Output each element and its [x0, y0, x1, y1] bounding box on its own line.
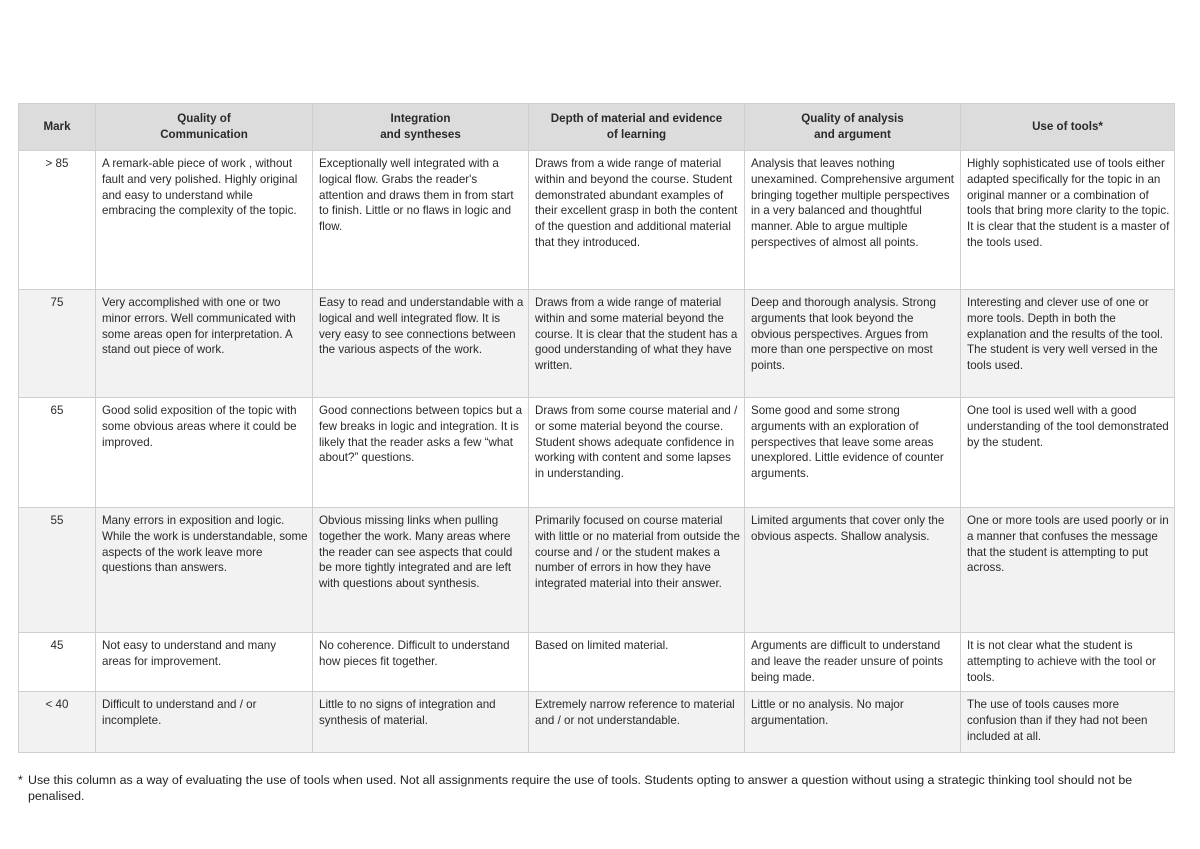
header-depth: Depth of material and evidence of learning: [529, 104, 745, 151]
analysis-cell: Some good and some strong arguments with an exploration of perspectives that leave some areas unexplored. Little evidence of counter arguments.: [745, 398, 961, 508]
table-row: [19, 151, 1175, 290]
depth-cell: Based on limited material.: [529, 633, 745, 692]
header-integration: Integration and syntheses: [313, 104, 529, 151]
table-row: [19, 633, 1175, 692]
integration-cell: No coherence. Difficult to understand how pieces fit together.: [313, 633, 529, 692]
depth-cell: Draws from a wide range of material within and beyond the course. Student demonstrated abundant examples of their excellent grasp in both the content of the question and additional material that they introduced.: [529, 151, 745, 290]
communication-cell: Many errors in exposition and logic. While the work is understandable, some aspects of the work leave more questions than answers.: [96, 508, 313, 633]
table-row: [19, 508, 1175, 633]
header-communication: Quality of Communication: [96, 104, 313, 151]
depth-cell: Extremely narrow reference to material and / or not understandable.: [529, 692, 745, 753]
tools-cell: Interesting and clever use of one or more tools. Depth in both the explanation and the results of the tool. The student is very well versed in the tools used.: [961, 290, 1175, 398]
analysis-cell: Arguments are difficult to understand and leave the reader unsure of points being made.: [745, 633, 961, 692]
footnote-marker: *: [18, 773, 23, 787]
analysis-cell: Limited arguments that cover only the obvious aspects. Shallow analysis.: [745, 508, 961, 633]
tools-cell: It is not clear what the student is attempting to achieve with the tool or tools.: [961, 633, 1175, 692]
mark-cell: 55: [19, 508, 96, 633]
tools-cell: The use of tools causes more confusion than if they had not been included at all.: [961, 692, 1175, 753]
marking-rubric-table: [18, 103, 1175, 753]
mark-cell: 65: [19, 398, 96, 508]
header-tools: Use of tools*: [961, 104, 1175, 151]
integration-cell: Exceptionally well integrated with a logical flow. Grabs the reader's attention and draws them in from start to finish. Little or no flaws in logic and flow.: [313, 151, 529, 290]
analysis-cell: Analysis that leaves nothing unexamined. Comprehensive argument bringing together multiple perspectives in a very balanced and thoughtful manner. Able to argue multiple perspectives of almost all points.: [745, 151, 961, 290]
integration-cell: Little to no signs of integration and synthesis of material.: [313, 692, 529, 753]
table-row: [19, 398, 1175, 508]
table-row: [19, 290, 1175, 398]
communication-cell: Very accomplished with one or two minor errors. Well communicated with some areas open for interpretation. A stand out piece of work.: [96, 290, 313, 398]
header-analysis: Quality of analysis and argument: [745, 104, 961, 151]
analysis-cell: Little or no analysis. No major argumentation.: [745, 692, 961, 753]
mark-cell: 75: [19, 290, 96, 398]
communication-cell: Difficult to understand and / or incomplete.: [96, 692, 313, 753]
mark-cell: > 85: [19, 151, 96, 290]
table-row: [19, 692, 1175, 753]
tools-cell: Highly sophisticated use of tools either adapted specifically for the topic in an original manner or a combination of tools that bring more clarity to the topic. It is clear that the student is a master of the tools used.: [961, 151, 1175, 290]
integration-cell: Obvious missing links when pulling together the work. Many areas where the reader can see aspects that could be more tightly integrated and are left with questions about synthesis.: [313, 508, 529, 633]
footnote: [18, 772, 1178, 804]
integration-cell: Easy to read and understandable with a logical and well integrated flow. It is very easy to see connections between the various aspects of the work.: [313, 290, 529, 398]
footnote-text: Use this column as a way of evaluating the use of tools when used. Not all assignments require the use of tools. Students opting to answer a question without using a strategic thinking tool should not be penalised.: [28, 773, 1133, 803]
mark-cell: 45: [19, 633, 96, 692]
header-row: [19, 104, 1175, 151]
depth-cell: Primarily focused on course material with little or no material from outside the course and / or the student makes a number of errors in how they have integrated material into their answer.: [529, 508, 745, 633]
communication-cell: Good solid exposition of the topic with some obvious areas where it could be improved.: [96, 398, 313, 508]
depth-cell: Draws from a wide range of material within and some material beyond the course. It is clear that the student has a good understanding of what they have written.: [529, 290, 745, 398]
integration-cell: Good connections between topics but a few breaks in logic and integration. It is likely that the reader asks a few “what about?” questions.: [313, 398, 529, 508]
analysis-cell: Deep and thorough analysis. Strong arguments that look beyond the obvious perspectives. Argues from more than one perspective on most points.: [745, 290, 961, 398]
depth-cell: Draws from some course material and / or some material beyond the course. Student shows adequate confidence in working with content and some lapses in understanding.: [529, 398, 745, 508]
tools-cell: One or more tools are used poorly or in a manner that confuses the message that the student is attempting to put across.: [961, 508, 1175, 633]
tools-cell: One tool is used well with a good understanding of the tool demonstrated by the student.: [961, 398, 1175, 508]
header-mark: Mark: [19, 104, 96, 151]
mark-cell: < 40: [19, 692, 96, 753]
communication-cell: Not easy to understand and many areas for improvement.: [96, 633, 313, 692]
communication-cell: A remark-able piece of work , without fault and very polished. Highly original and easy to understand while embracing the complexity of the topic.: [96, 151, 313, 290]
